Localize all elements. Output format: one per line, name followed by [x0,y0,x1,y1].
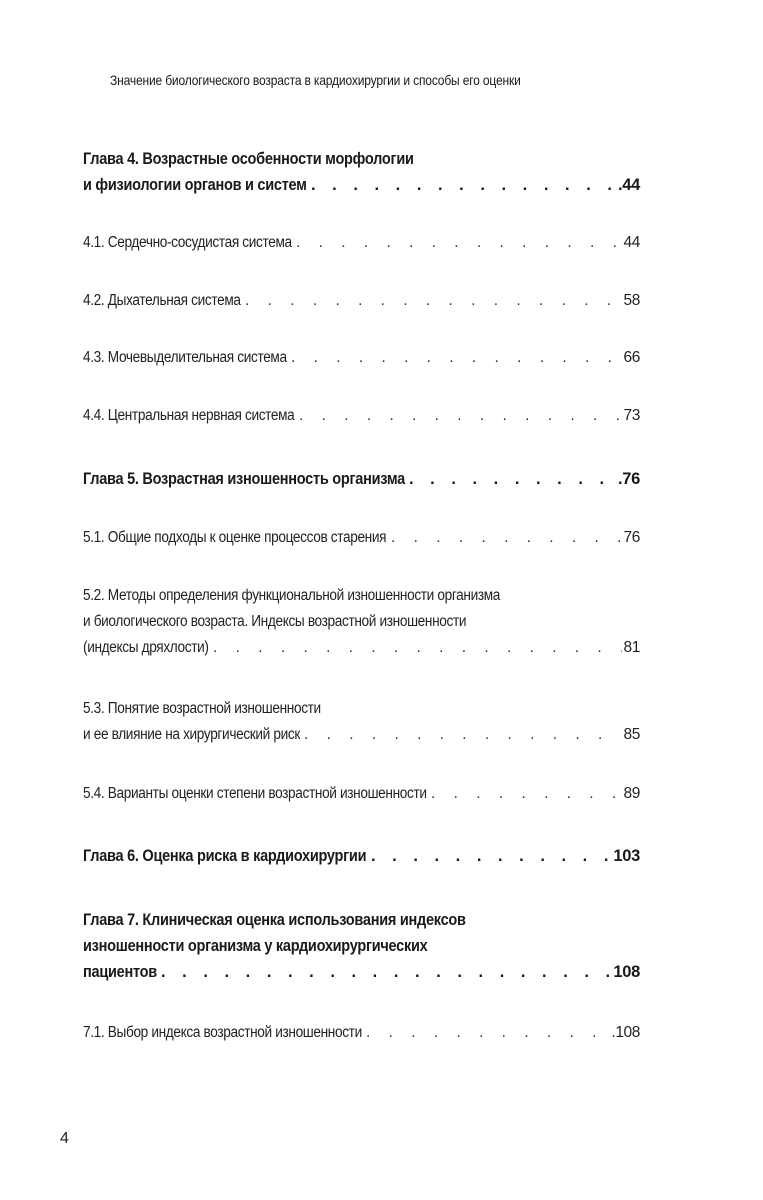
toc-section-4-2-title: 4.2. Дыхательная система [83,292,241,309]
toc-section-4-2[interactable] [83,288,640,314]
toc-section-5-3-title-line2: и ее влияние на хирургический риск [83,726,300,743]
toc-section-5-1-page: 76 [623,529,640,546]
dot-leader [311,172,616,198]
dot-leader [296,230,622,256]
toc-section-4-3[interactable] [83,345,640,371]
toc-section-7-1[interactable] [83,1020,640,1046]
toc-section-5-4-title: 5.4. Варианты оценки степени возрастной изношенности [83,785,427,802]
dot-leader [391,525,622,551]
toc-chapter-7-title-line2: изношенности организма у кардиохирургических [83,937,428,955]
page-number: 4 [60,1130,69,1147]
toc-section-4-4-page: 73 [623,407,640,424]
toc-section-5-4[interactable] [83,781,640,807]
toc-chapter-6-page: 103 [613,847,640,865]
toc-section-5-1-title: 5.1. Общие подходы к оценке процессов старения [83,529,387,546]
toc-chapter-4[interactable] [83,146,640,198]
toc-section-7-1-page: .108 [611,1024,640,1041]
toc-section-5-3-page: 85 [623,726,640,743]
toc-section-5-2-title-line3: (индексы дряхлости) [83,639,209,656]
toc-section-4-3-page: 66 [623,349,640,366]
toc-section-5-2-title-line1: 5.2. Методы определения функциональной изношенности организма [83,587,501,604]
toc-section-5-3-title-line1: 5.3. Понятие возрастной изношенности [83,700,321,717]
dot-leader [245,288,622,314]
dot-leader [299,403,622,429]
toc-section-4-1-page: 44 [623,234,640,251]
toc-section-5-2[interactable] [83,583,640,661]
toc-section-4-1[interactable] [83,230,640,256]
toc-chapter-4-title-line1: Глава 4. Возрастные особенности морфологии [83,150,414,168]
toc-chapter-7-page: 108 [613,963,640,981]
toc-section-7-1-title: 7.1. Выбор индекса возрастной изношенности [83,1024,362,1041]
toc-chapter-5-page: .76 [617,470,640,488]
toc-section-4-1-title: 4.1. Сердечно-сосудистая система [83,234,292,251]
toc-chapter-7-title-line1: Глава 7. Клиническая оценка использования индексов [83,911,466,929]
toc-section-4-2-page: 58 [623,292,640,309]
toc-section-4-4[interactable] [83,403,640,429]
dot-leader [366,1020,609,1046]
toc-section-4-3-title: 4.3. Мочевыделительная система [83,349,287,366]
dot-leader [431,781,622,807]
running-header: Значение биологического возраста в кардиохирургии и способы его оценки [110,72,521,88]
dot-leader [304,722,622,748]
dot-leader [291,345,622,371]
dot-leader [161,959,611,985]
toc-chapter-4-page: .44 [617,176,640,194]
toc-chapter-6-title: Глава 6. Оценка риска в кардиохирургии [83,847,367,865]
toc-chapter-5[interactable] [83,466,640,492]
toc-chapter-4-title-line2: и физиологии органов и систем [83,176,307,194]
dot-leader [213,635,622,661]
toc-chapter-6[interactable] [83,843,640,869]
toc-section-5-4-page: 89 [623,785,640,802]
toc-section-5-1[interactable] [83,525,640,551]
toc-section-5-2-page: 81 [623,639,640,656]
dot-leader [409,466,616,492]
toc-chapter-7[interactable] [83,907,640,985]
toc-section-4-4-title: 4.4. Центральная нервная система [83,407,295,424]
toc-section-5-2-title-line2: и биологического возраста. Индексы возрастной изношенности [83,613,467,630]
toc-section-5-3[interactable] [83,696,640,748]
dot-leader [371,843,611,869]
toc-chapter-7-title-line3: пациентов [83,963,157,981]
toc-chapter-5-title: Глава 5. Возрастная изношенность организма [83,470,405,488]
